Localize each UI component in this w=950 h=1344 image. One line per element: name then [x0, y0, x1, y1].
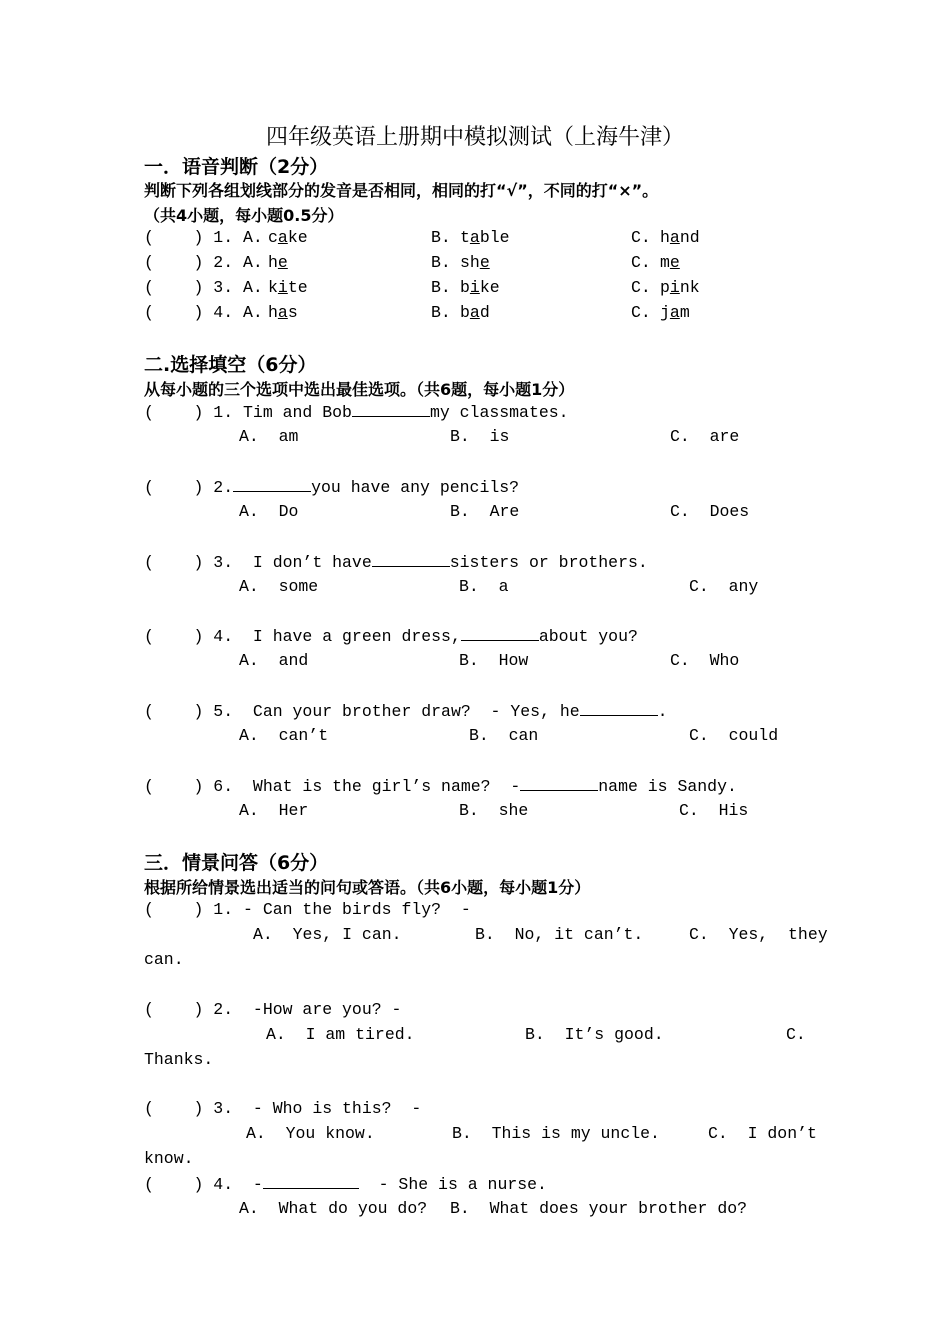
option-c-wrap: know. [144, 1149, 194, 1168]
option-c-wrap: can. [144, 950, 184, 969]
option-c-label: C. [631, 278, 651, 297]
option-a: he [268, 253, 288, 272]
option-c: hand [660, 228, 700, 247]
option-a: cake [268, 228, 308, 247]
option-b-label: B. [431, 228, 451, 247]
option-a: A. and [239, 651, 309, 670]
question-stem: ( ) 1. - Can the birds fly? - [144, 900, 471, 919]
option-a: A. What do you do? [239, 1199, 428, 1218]
option-c: C. [786, 1025, 806, 1044]
question-stem: ( ) 3. I don’t have sisters or brothers. [144, 553, 648, 572]
option-a: A. Do [239, 502, 299, 521]
option-a: A. I am tired. [266, 1025, 415, 1044]
option-b: B. This is my uncle. [452, 1124, 660, 1143]
question-stem: ( ) 4. I have a green dress, about you? [144, 627, 638, 646]
option-b: B. No, it can’t. [475, 925, 644, 944]
option-b: B. What does your brother do? [450, 1199, 748, 1218]
option-c: C. are [670, 427, 740, 446]
option-b: B. can [469, 726, 539, 745]
section1-instruction: 判断下列各组划线部分的发音是否相同，相同的打“√”，不同的打“×”。 [144, 181, 659, 200]
page-title: 四年级英语上册期中模拟测试（上海牛津） [265, 125, 684, 150]
section1-heading: 一．语音判断（2分） [144, 156, 329, 178]
option-b: bad [460, 303, 490, 322]
option-b: she [460, 253, 490, 272]
option-a: A. Yes, I can. [253, 925, 402, 944]
option-a: A. Her [239, 801, 309, 820]
option-c: pink [660, 278, 700, 297]
option-a: A. You know. [246, 1124, 375, 1143]
option-a: A. can’t [239, 726, 329, 745]
question-number: ( ) 4. A. [144, 303, 263, 322]
option-b: B. Are [450, 502, 520, 521]
section2-instruction: 从每小题的三个选项中选出最佳选项。（共6题，每小题1分） [144, 380, 575, 399]
option-a: A. some [239, 577, 319, 596]
option-c: C. His [679, 801, 749, 820]
option-a: has [268, 303, 298, 322]
option-c: C. I don’t [708, 1124, 817, 1143]
option-b: bike [460, 278, 500, 297]
question-stem: ( ) 4. - - She is a nurse. [144, 1175, 547, 1194]
option-b-label: B. [431, 278, 451, 297]
section3-instruction: 根据所给情景选出适当的问句或答语。（共6小题，每小题1分） [144, 878, 591, 897]
option-b-label: B. [431, 253, 451, 272]
section2-heading: 二.选择填空（6分） [144, 354, 317, 376]
option-c: C. Yes, they [689, 925, 828, 944]
section3-heading: 三．情景问答（6分） [144, 852, 329, 874]
question-number: ( ) 3. A. [144, 278, 263, 297]
option-c: jam [660, 303, 690, 322]
option-b: B. It’s good. [525, 1025, 664, 1044]
option-b: B. is [450, 427, 510, 446]
option-c-label: C. [631, 253, 651, 272]
option-b-label: B. [431, 303, 451, 322]
question-stem: ( ) 6. What is the girl’s name? - name is Sandy. [144, 777, 737, 796]
option-c-wrap: Thanks. [144, 1050, 214, 1069]
option-c-label: C. [631, 303, 651, 322]
option-b: B. a [459, 577, 509, 596]
option-b: B. How [459, 651, 529, 670]
question-stem: ( ) 2. you have any pencils? [144, 478, 520, 497]
question-number: ( ) 2. A. [144, 253, 263, 272]
question-number: ( ) 1. A. [144, 228, 263, 247]
option-c-label: C. [631, 228, 651, 247]
option-b: B. she [459, 801, 529, 820]
option-c: C. Who [670, 651, 740, 670]
question-stem: ( ) 2. -How are you? - [144, 1000, 402, 1019]
option-c: C. any [689, 577, 759, 596]
option-c: me [660, 253, 680, 272]
question-stem: ( ) 3. - Who is this? - [144, 1099, 422, 1118]
option-a: A. am [239, 427, 299, 446]
option-c: C. could [689, 726, 779, 745]
question-stem: ( ) 1. Tim and Bob my classmates. [144, 403, 569, 422]
option-a: kite [268, 278, 308, 297]
section1-instruction-sub: （共4小题，每小题0.5分） [144, 206, 344, 225]
option-b: table [460, 228, 510, 247]
question-stem: ( ) 5. Can your brother draw? - Yes, he . [144, 702, 668, 721]
option-c: C. Does [670, 502, 750, 521]
